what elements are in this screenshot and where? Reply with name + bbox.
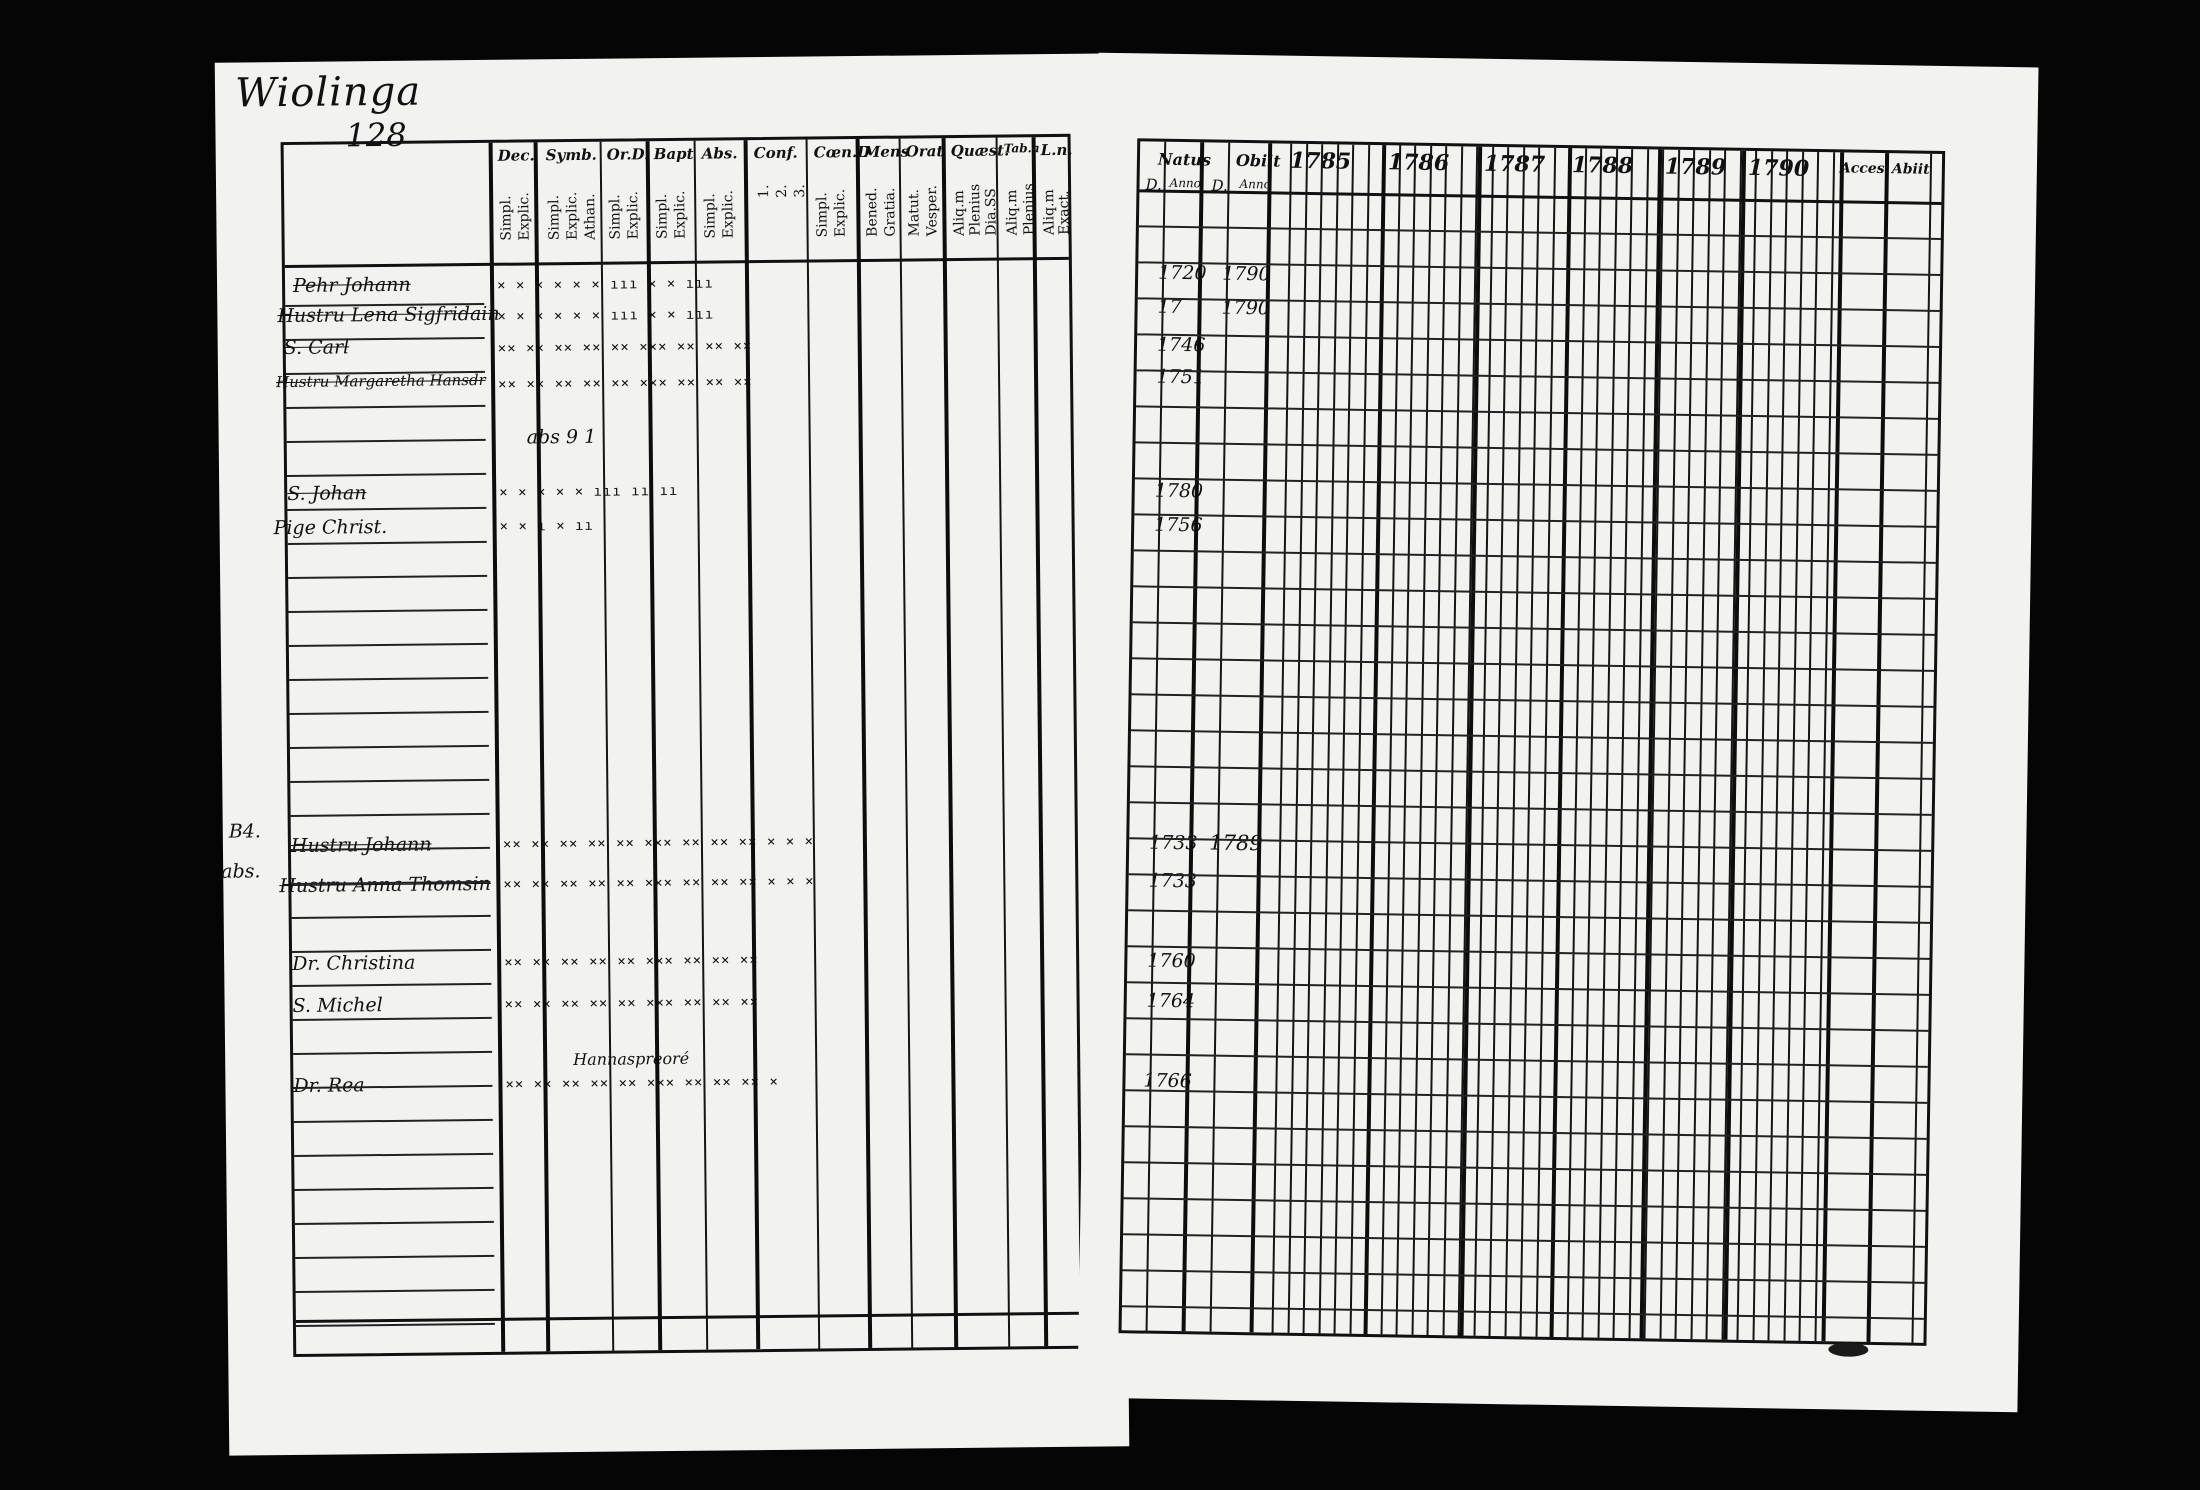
left-page [215,53,1130,1455]
column-rule [1582,149,1603,1338]
col-head-quaest: Quæst. [950,141,1010,161]
row-rule [287,473,486,477]
col-sub: Explic. [625,190,642,240]
entry-name: Pehr Johann [292,273,411,297]
column-rule [1723,151,1746,1340]
year-1789: 1789 [1664,153,1727,181]
obiit-year: 1790 [1221,262,1271,286]
column-rule [1643,150,1664,1339]
natus-year: 1720 [1158,261,1207,285]
margin-note-abs: abs. [221,860,261,883]
year-1786: 1786 [1387,149,1450,177]
row-rule [1124,1197,1926,1212]
col-sub: Simpl. [607,194,624,240]
year-1787: 1787 [1483,150,1546,178]
row-rule [294,1119,493,1123]
col-sub: Simpl. [498,195,515,241]
row-rule [295,1187,494,1191]
row-rule [290,711,489,715]
column-rule [1303,144,1324,1333]
col-sub: Simpl. [814,192,831,238]
row-marks: × × ı × ıı [499,517,594,535]
col-sub: Explic. [516,192,533,241]
entry-name: Hustru Margaretha Hansdr [275,370,486,392]
row-marks: × × × × × × ııı × × ııı [497,306,715,325]
row-rule [1125,1089,1927,1104]
row-rule [295,1221,494,1225]
row-rule [1126,1053,1928,1068]
column-rule [1146,142,1167,1331]
row-marks: ×× ×× ×× ×× ×× ××× ×× ×× ×× × [505,1073,779,1093]
obiit-year: 1789 [1209,830,1263,856]
row-marks: × × × × × × ııı × × ııı [496,275,715,294]
col-head-conf: Conf. [753,143,798,163]
row-marks: ×× ×× ×× ×× ×× ××× ×× ×× ×× × × × [503,873,815,893]
natus-year: 1751 [1156,365,1206,389]
row-marks: ×× ×× ×× ×× ×× ××× ×× ×× ×× [497,338,753,357]
row-rule [1128,909,1930,924]
col-sub: Plenius [967,183,984,236]
row-rule [287,507,486,511]
row-rule [1135,441,1937,456]
natus-year: 1733 [1148,869,1198,893]
year-1788: 1788 [1571,152,1634,180]
col-sub: 3. [792,184,809,198]
column-rule [1032,137,1049,1346]
column-rule [1210,143,1231,1332]
row-rule [1134,549,1936,564]
column-rule [1250,143,1273,1332]
row-rule [293,1051,492,1055]
row-rule [1131,729,1933,744]
row-rule [1137,369,1939,384]
row-rule [289,643,488,647]
col-sub: Explic. [832,188,849,238]
col-head-bapt: Bapt [653,144,694,164]
column-rule [942,138,959,1347]
column-rule [1866,153,1889,1342]
row-marks: × × × × × ııı ıı ıı [499,482,679,501]
col-sub: Simpl. [546,194,563,241]
natus-year: 1733 [1149,831,1198,855]
col-sub: Bened. [864,187,881,237]
col-sub: Athan. [582,193,599,240]
natus-year: 1766 [1143,1069,1193,1093]
row-rule [292,983,491,987]
right-ledger-grid [1119,138,1946,1346]
column-rule [1489,147,1510,1336]
natus-header: Natus [1157,149,1212,170]
col-head-tab: Tab.a [1003,141,1040,156]
row-rule [1122,1269,1924,1284]
col-sub: Aliq.m [951,190,968,237]
natus-year: 17 [1157,295,1182,319]
row-rule [1132,657,1934,672]
column-rule [996,138,1011,1347]
row-rule [1136,405,1938,420]
row-rule [289,677,488,681]
row-rule [294,1153,493,1157]
place-number: 128 [345,115,407,155]
col-head-mens: Mens [863,142,910,161]
col-head-ln: L.n. [1040,140,1073,160]
row-marks: ×× ×× ×× ×× ×× ××× ×× ×× ×× [504,994,760,1013]
row-rule [1139,225,1941,240]
obiit-header: Obiit [1235,150,1281,171]
row-rule [1124,1161,1926,1176]
year-1785: 1785 [1289,147,1352,175]
place-title: Wiolinga [234,68,422,117]
row-rule [1135,477,1937,492]
col-sub: Aliq.m [1041,189,1058,236]
column-rule [1396,146,1417,1335]
row-rule [293,1017,492,1021]
col-sub: Simpl. [702,193,719,239]
column-rule [1639,150,1662,1339]
column-rule [1520,148,1541,1337]
row-rule [291,813,490,817]
row-rule [287,439,486,443]
entry-name: Pige Christ. [273,515,388,540]
row-rule [286,405,485,409]
row-rule [1132,693,1934,708]
column-rule [1612,149,1633,1338]
row-rule [1134,513,1936,528]
col-sub: 1. [756,184,773,199]
entry-name: S. Carl [283,336,350,360]
row-rule [295,1255,494,1259]
column-rule [1334,145,1355,1334]
col-head-dec: Dec. [497,146,535,165]
natus-year: 1746 [1156,333,1206,357]
natus-d: D. [1145,175,1162,194]
row-rule [1126,1017,1928,1032]
entry-name: Hustru Johann [290,833,432,857]
col-head-symb: Symb. [545,145,597,165]
column-rule [1767,152,1788,1341]
ink-blot [1828,1342,1868,1357]
column-rule [1705,151,1726,1340]
col-sub: Matut. [906,188,923,237]
row-rule [296,1289,495,1293]
column-rule [1911,154,1932,1343]
col-sub: Simpl. [654,193,671,240]
row-rule [1127,981,1929,996]
row-rule [1133,621,1935,636]
entry-name: S. Michel [292,994,383,1017]
row-rule [1128,945,1930,960]
note-hanna: Hannaspreoré [573,1048,690,1070]
abiit-header: Abiit [1891,161,1930,178]
entry-name: Dr. Christina [292,951,416,975]
col-sub: Explic. [672,190,689,239]
margin-note-b4: B4. [228,820,261,843]
row-rule [292,915,491,919]
natus-year: 1780 [1154,479,1204,503]
entry-name: Dr. Rea [293,1074,365,1097]
year-1790: 1790 [1747,154,1810,182]
col-sub: Aliq.m [1004,189,1021,236]
column-rule [899,139,914,1348]
row-rule [1130,801,1932,816]
column-rule [1427,146,1448,1335]
col-sub: 2. [774,184,791,198]
row-rule [1125,1125,1927,1140]
left-ledger-grid [273,134,1084,1357]
column-rule [806,140,821,1349]
natus-year: 1764 [1146,989,1196,1013]
row-rule [296,1323,495,1327]
row-marks: ×× ×× ×× ×× ×× ××× ×× ×× ×× [504,952,759,971]
col-sub: Plenius [1021,183,1038,236]
row-rule [290,745,489,749]
row-rule [1123,1233,1925,1248]
entry-name: Hustru Lena Sigfridain [277,302,500,328]
bottom-rule [296,1312,1080,1323]
column-rule [1272,144,1293,1333]
row-rule [288,609,487,613]
column-rule [1674,150,1695,1339]
natus-year: 1760 [1147,949,1196,973]
column-rule [744,140,761,1349]
row-rule [288,541,487,545]
col-head-coend: Cœn.D [813,142,871,162]
col-sub: Explic. [720,189,737,239]
col-sub: Vesper. [924,185,941,237]
obiit-d: D. [1211,176,1228,195]
row-marks: ×× ×× ×× ×× ×× ××× ×× ×× ×× × × × [502,833,815,853]
col-sub: Dia.SS [983,188,1000,236]
row-rule [288,575,487,579]
natus-year: 1756 [1154,513,1203,537]
natus-anno: Anno [1169,175,1202,191]
col-sub: Gratia. [882,187,899,237]
acces-header: Acces [1839,160,1885,178]
row-rule [1133,585,1935,600]
entry-name: Hustru Anna Thomsin [279,872,492,898]
entry-name: S. Johan [287,482,367,506]
col-sub: Explic. [564,191,581,241]
obiit-anno: Anno [1239,176,1272,192]
row-rule [1122,1305,1924,1320]
col-head-orat: Orat [905,142,944,161]
note-abs: abs 9 1 [526,425,597,449]
row-rule [1129,873,1931,888]
row-rule [290,779,489,783]
col-head-ord: Or.D. [606,145,650,164]
column-rule [1798,152,1819,1341]
column-rule [1460,147,1483,1336]
column-rule [856,139,873,1348]
row-rule [1130,765,1932,780]
row-rule [1137,333,1939,348]
column-rule [1182,142,1205,1331]
row-marks: ×× ×× ×× ×× ×× ××× ×× ×× ×× [498,374,753,393]
right-page [1077,53,2038,1413]
obiit-year: 1790 [1221,296,1271,320]
col-sub: Exact. [1056,190,1073,235]
col-head-abs: Abs. [701,144,738,163]
